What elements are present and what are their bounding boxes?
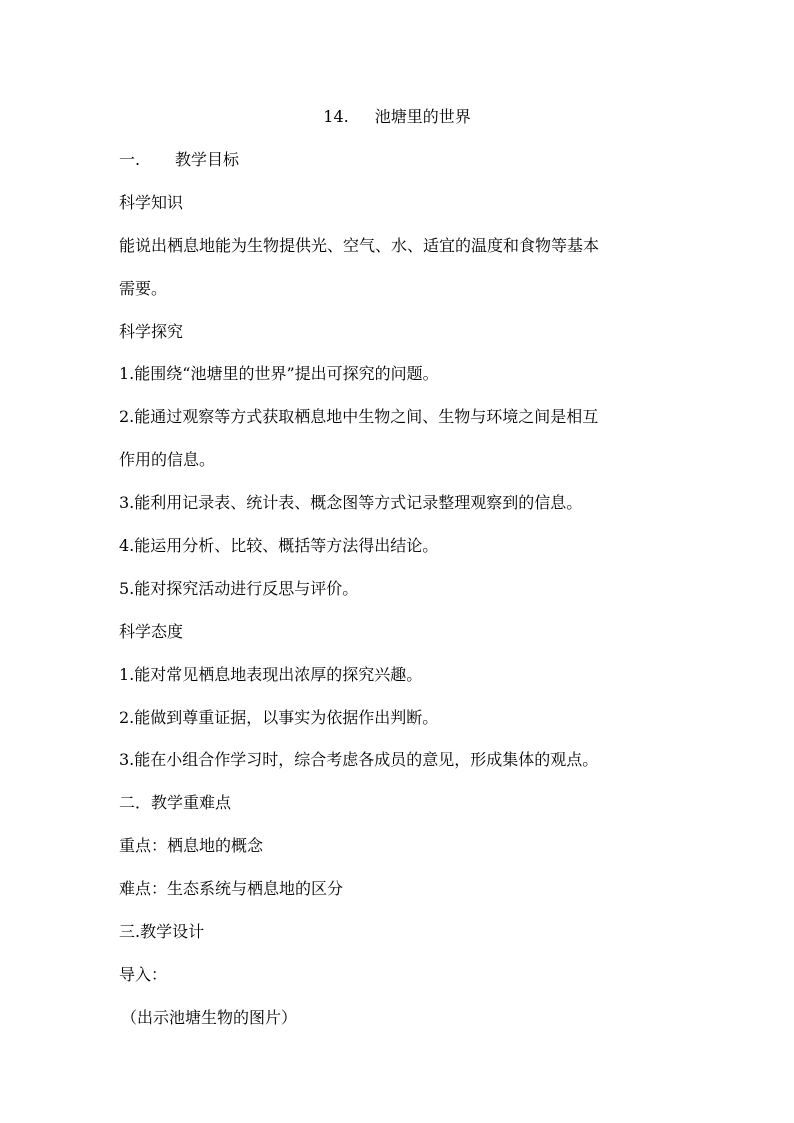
subheading-inquiry: 科学探究: [119, 321, 184, 341]
inquiry-item: 1.能围绕“池塘里的世界”提出可探究的问题。: [119, 364, 439, 384]
title-text: 池塘里的世界: [374, 107, 471, 126]
title-number: 14.: [323, 107, 349, 126]
document-title: [0, 105, 794, 129]
inquiry-item: 4.能运用分析、比较、概括等方法得出结论。: [119, 536, 439, 556]
inquiry-item: 5.能对探究活动进行反思与评价。: [119, 578, 359, 598]
subheading-attitude: 科学态度: [119, 621, 184, 641]
inquiry-item-continuation: 作用的信息。: [119, 450, 216, 470]
document-body: [119, 148, 699, 1049]
section-heading-design: 三.教学设计: [119, 922, 205, 942]
inquiry-item: 2.能通过观察等方式获取栖息地中生物之间、生物与环境之间是相互: [119, 407, 599, 427]
section-heading-objectives: [119, 148, 699, 172]
attitude-item: 3.能在小组合作学习时，综合考虑各成员的意见，形成集体的观点。: [119, 750, 599, 770]
knowledge-text-line-2: 需要。: [119, 278, 168, 298]
section-heading-key-points: 二．教学重难点: [119, 793, 232, 813]
key-point-text: 重点：栖息地的概念: [119, 836, 264, 856]
difficult-point-text: 难点：生态系统与栖息地的区分: [119, 879, 344, 899]
attitude-item: 1.能对常见栖息地表现出浓厚的探究兴趣。: [119, 664, 423, 684]
subheading-knowledge: 科学知识: [119, 192, 184, 212]
intro-note: （出示池塘生物的图片）: [121, 1007, 298, 1027]
knowledge-text-line-1: 能说出栖息地能为生物提供光、空气、水、适宜的温度和食物等基本: [119, 235, 600, 255]
attitude-item: 2.能做到尊重证据，以事实为依据作出判断。: [119, 707, 439, 727]
section-number: 一.: [119, 150, 141, 169]
inquiry-item: 3.能利用记录表、统计表、概念图等方式记录整理观察到的信息。: [119, 493, 583, 513]
intro-label: 导入：: [119, 964, 168, 984]
section-title: 教学目标: [175, 150, 240, 169]
